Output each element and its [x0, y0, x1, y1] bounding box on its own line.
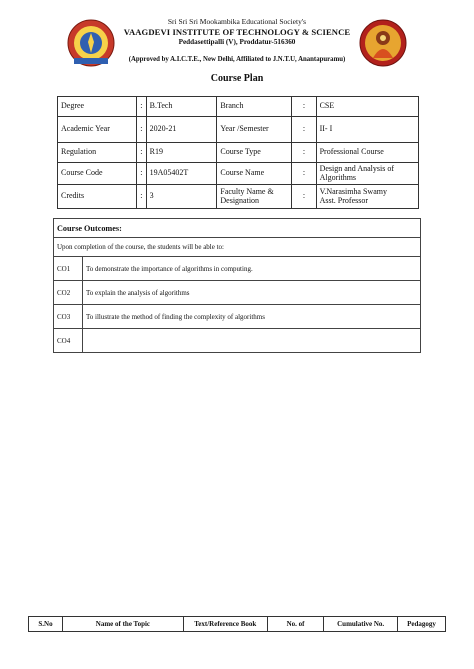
info-row: [58, 117, 419, 143]
outcome-text: [83, 329, 421, 353]
colon: :: [137, 163, 147, 185]
outcome-code: CO2: [54, 281, 83, 305]
course-outcomes-table: [53, 218, 421, 353]
label-faculty: Faculty Name & Designation: [217, 185, 292, 209]
col-pedagogy: Pedagogy: [397, 617, 445, 632]
outcome-text: To demonstrate the importance of algorithms in computing.: [83, 257, 421, 281]
info-row: [58, 143, 419, 163]
faculty-designation: Asst. Professor: [319, 195, 369, 205]
colon: :: [137, 185, 147, 209]
info-row: [58, 185, 419, 209]
label-academic-year: Academic Year: [58, 117, 137, 143]
outcomes-intro: Upon completion of the course, the students will be able to:: [54, 238, 421, 257]
value-course-name: Design and Analysis of Algorithms: [316, 163, 418, 185]
outcome-row: [54, 281, 421, 305]
document-title: Course Plan: [210, 73, 264, 84]
course-info-table: [57, 96, 419, 209]
colon: :: [292, 143, 316, 163]
value-course-code: 19A05402T: [146, 163, 217, 185]
outcomes-heading-row: [54, 219, 421, 238]
info-row: [58, 163, 419, 185]
value-branch: CSE: [316, 97, 418, 117]
label-credits: Credits: [58, 185, 137, 209]
outcomes-intro-row: [54, 238, 421, 257]
value-credits: 3: [146, 185, 217, 209]
value-course-type: Professional Course: [316, 143, 418, 163]
colon: :: [292, 163, 316, 185]
value-faculty: [316, 185, 418, 209]
col-reference-book: Text/Reference Book: [183, 617, 267, 632]
colon: :: [137, 143, 147, 163]
label-year-semester: Year /Semester: [217, 117, 292, 143]
outcomes-heading: Course Outcomes:: [54, 219, 421, 238]
outcome-text: To explain the analysis of algorithms: [83, 281, 421, 305]
label-course-code: Course Code: [58, 163, 137, 185]
institute-name: VAAGDEVI INSTITUTE OF TECHNOLOGY & SCIENCE: [123, 27, 351, 37]
value-academic-year: 2020-21: [146, 117, 217, 143]
society-name: Sri Sri Sri Mookambika Educational Society's: [167, 17, 307, 26]
value-degree: B.Tech: [146, 97, 217, 117]
label-course-type: Course Type: [217, 143, 292, 163]
outcome-row: [54, 257, 421, 281]
colon: :: [137, 117, 147, 143]
plan-header-row: [29, 617, 446, 632]
col-sno: S.No: [29, 617, 63, 632]
institute-address: Peddasettipalli (V), Proddatur-516360: [178, 38, 296, 46]
value-regulation: R19: [146, 143, 217, 163]
outcome-text: To illustrate the method of finding the complexity of algorithms: [83, 305, 421, 329]
label-branch: Branch: [217, 97, 292, 117]
outcome-row: [54, 329, 421, 353]
outcome-row: [54, 305, 421, 329]
approval-line: (Approved by A.I.C.T.E., New Delhi, Affiliated to J.N.T.U, Anantapuramu): [128, 56, 346, 63]
label-regulation: Regulation: [58, 143, 137, 163]
course-plan-table: [28, 616, 446, 632]
outcome-code: CO4: [54, 329, 83, 353]
colon: :: [292, 117, 316, 143]
outcome-code: CO3: [54, 305, 83, 329]
faculty-name: V.Narasimha Swamy: [319, 187, 387, 197]
colon: :: [292, 97, 316, 117]
col-no-of: No. of: [267, 617, 324, 632]
outcome-code: CO1: [54, 257, 83, 281]
col-cumulative: Cumulative No.: [324, 617, 398, 632]
col-topic: Name of the Topic: [63, 617, 184, 632]
value-year-semester: II- I: [316, 117, 418, 143]
colon: :: [137, 97, 147, 117]
label-course-name: Course Name: [217, 163, 292, 185]
label-degree: Degree: [58, 97, 137, 117]
info-row: [58, 97, 419, 117]
colon: :: [292, 185, 316, 209]
